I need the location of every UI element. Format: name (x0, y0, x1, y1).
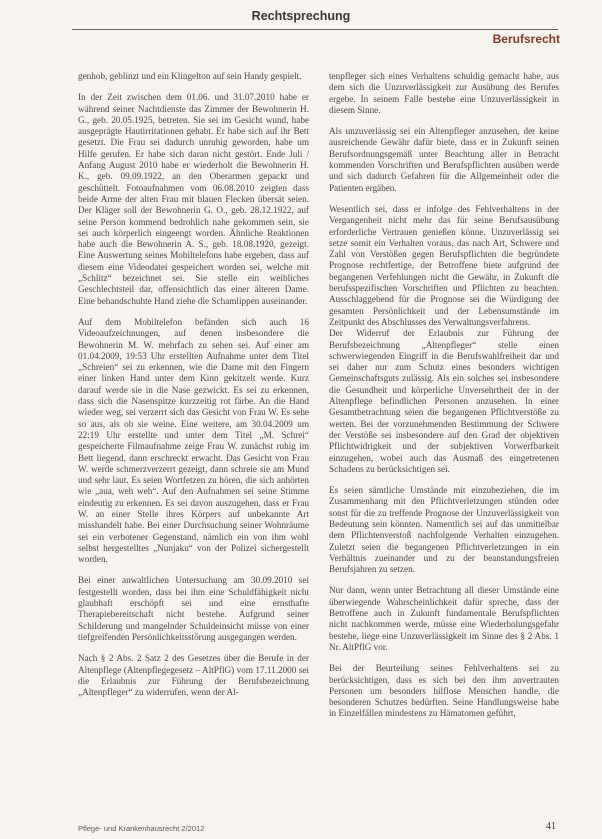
paragraph: Bei der Beurteilung seines Fehlverhaltens sei zu berücksichtigen, dass es sich bei den ihm anvertrauten Personen um besonders hilflose Menschen handle, die besonderen Schutzes bedürften. Seine Handlungsweise habe in Einzelfällen mindestens zu Hämatomen geführt, (329, 663, 559, 719)
paragraph: genhob, geblinzt und ein Klingelton auf sein Handy gespielt. (78, 71, 302, 81)
paragraph: Es seien sämtliche Umstände mit einzubeziehen, die im Zusammenhang mit den Pflichtverletzungen stünden oder sonst für die zu treffende Prognose der Unzuverlässigkeit von Bedeutung sein könnten. Namentlich sei auf das unmittelbar dem Pflichtenverstoß nachfolgende Verhalten einzugehen. Zuletzt seien die begangenen Pflichtverletzungen in ein Verhältnis zueinander und zu der beanstandungsfreien Berufsjahren zu setzen. (329, 485, 559, 575)
paragraph: In der Zeit zwischen dem 01.06. und 31.07.2010 habe er während seiner Nachtdienste das Zimmer der Bewohnerin H. G., geb. 20.05.1925, betreten. Sie sei im Gesicht wund, habe ausgeprägte Hautirritationen gehabt. Er habe sich auf ihr Bett gesetzt. Die Frau sei dadurch unruhig geworden, habe um Hilfe gerufen. Er habe sich daran nicht gestört. Ende Juli / Anfang August 2010 habe er wiederholt die Bewohnerin H. K., geb. 09.09.1922, an den Oberarmen gepackt und geschüttelt. Fotoaufnahmen vom 06.08.2010 zeigten dass beide Arme der alten Frau mit blauen Flecken übersät seien. Der Kläger soll der Bewohnerin G. O., geb. 28.12.1922, auf seine Person kommend bedrohlich nahe gekommen sein, sie sei auch körperlich eingeengt worden. Ähnliche Reaktionen habe auch die Bewohnerin A. S., geb. 18.08.1920, gezeigt. Eine Auswertung seines Mobiltelefons habe ergeben, dass auf diesem eine Videodatei gespeichert worden sei, welche mit „Schlitz“ bezeichnet sei. Sie stelle ein weibliches Geschlechtsteil dar, offensichtlich das einer älteren Dame. Eine behandschuhte Hand ziehe die Schamlippen auseinander. (78, 92, 309, 306)
page-number: 41 (546, 821, 556, 832)
journal-footer: Pflege- und Krankenhausrecht 2/2012 (78, 824, 205, 833)
right-text-column (329, 71, 559, 826)
paragraph: Auf dem Mobiltelefon befänden sich auch 16 Videoaufzeichnungen, auf denen insbesondere die Bewohnerin M. W. mehrfach zu sehen sei. Auf einer am 01.04.2009, 19:53 Uhr erstellten Aufnahme unter dem Titel „Schreien“ sei zu erkennen, wie die Dame mit den Fingern einer linken Hand unter dem Kinn gekitzelt werde. Kurz darauf werde sie in die Nase gezwickt. Es sei zu erkennen, dass sich die Nasenspitze kurzzeitig rot färbe. An die Hand wieder weg, sei verzerrt sich das Gesicht von Frau W. Es sehe so aus, als ob sie weine. Eine weitere, am 30.04.2009 um 22:19 Uhr erstellte und unter dem Titel „M. Schrei“ gespeicherte Filmaufnahme zeige Frau W. zunächst ruhig im Bett liegend, dann erschreckt erwacht. Das Gesicht von Frau W. werde schmerzverzerrt gezeigt, dann schreie sie am Mund und sehr laut. Es seien Wortfetzen zu hören, die sich anhörten wie „aua, weh weh“. Auf den Aufnahmen sei seine Stimme eindeutig zu erkennen. Es sei davon auszugehen, dass er Frau W. an einer Stelle ihres Körpers auf unbekannte Art misshandelt habe. Bei einer Durchsuchung seiner Wohnräume sei ein verbotener Gegenstand, nämlich ein von ihm wohl selbst hergestelltes „Nunjaku“ von der Polizei sichergestellt worden. (78, 316, 309, 565)
paragraph: Bei einer anwaltlichen Untersuchung am 30.09.2010 sei festgestellt worden, dass bei ihm eine Schuldfähigkeit nicht glaubhaft erschöpft sei und eine ernsthafte Therapiebereitschaft nicht bestehe. Aufgrund seiner Schilderung und mangelnder Schuldeinsicht müsse von einer tiefgreifenden Persönlichkeitsstörung ausgegangen werden. (78, 575, 309, 642)
page-section-title: Rechtsprechung (251, 9, 351, 23)
left-text-column (78, 71, 309, 826)
header-divider (72, 29, 558, 30)
paragraph: Als unzuverlässig sei ein Altenpfleger anzusehen, der keine ausreichende Gewähr dafür biete, dass er in Zukunft seinen Berufsordnungsgemäß unter Beachtung aller in Betracht kommenden Vorschriften und Berufspflichten ausüben werde und sich dadurch Gefahren für die Allgemeinheit oder die Patienten ergäben. (329, 126, 559, 193)
paragraph: Nur dann, wenn unter Betrachtung all dieser Umstände eine überwiegende Wahrscheinlichkeit dafür spreche, dass der Betroffene auch in Zukunft fundamentale Berufspflichten nicht nachkommen werde, müsse eine Wiederholungsgefahr bestehe, liege eine Unzuverlässigkeit im Sinne des § 2 Abs. 1 Nr. AltPflG vor. (329, 585, 559, 652)
paragraph: Der Widerruf der Erlaubnis zur Führung der Berufsbezeichnung „Altenpfleger“ stelle einen schwerwiegenden Eingriff in die Berufswahlfreiheit dar und sei daher nur zum Schutz eines besonders wichtigen Gemeinschaftsguts zulässig. Als ein solches sei insbesondere die Gesundheit und körperliche Unversehrtheit der in der Altenpflege befindlichen Personen anzusehen. In einer Gesamtbetrachtung seien die begangenen Pflichtverstöße zu werten. Bei der vorzunehmenden Bestimmung der Schwere der Verstöße sei insbesondere auf den Grad der objektiven Pflichtwidrigkeit und der subjektiven Vorwerfbarkeit einzugehen, wobei auch das Ausmaß des eingetretenen Schadens zu berücksichtigen sei. (329, 328, 559, 474)
paragraph: Wesentlich sei, dass er infolge des Fehlverhaltens in der Vergangenheit nicht mehr das für seine Berufsausübung erforderliche Vertrauen genießen könne. Unzuverlässig sei setze somit ein Verhalten voraus, das nach Art, Schwere und Zahl von Verstößen gegen Berufspflichten die begründete Prognose rechtfertige, der Betroffene biete aufgrund der begangenen Verfehlungen nicht die Gewähr, in Zukunft die berufsspezifischen Vorschriften und Pflichten zu beachten. Ausschlaggebend für die Prognose sei die Würdigung der gesamten Persönlichkeit und der Lebensumstände im Zeitpunkt des Abschlusses des Verwaltungsverfahrens. (329, 203, 559, 327)
paragraph: tenpfleger sich eines Verhaltens schuldig gemacht habe, aus dem sich die Unzuverlässigkeit zur Ausübung des Berufes ergebe. In seinem Falle bestehe eine Unzuverlässigkeit in diesem Sinne. (329, 71, 559, 115)
paragraph: Nach § 2 Abs. 2 Satz 2 des Gesetzes über die Berufe in der Altenpflege (Altenpflegegesetz – AltPflG) vom 17.11.2000 sei die Erlaubnis zur Führung der Berufsbezeichnung „Altenpfleger“ zu widerrufen, wenn der Al- (78, 653, 309, 698)
category-label: Berufsrecht (492, 32, 560, 46)
